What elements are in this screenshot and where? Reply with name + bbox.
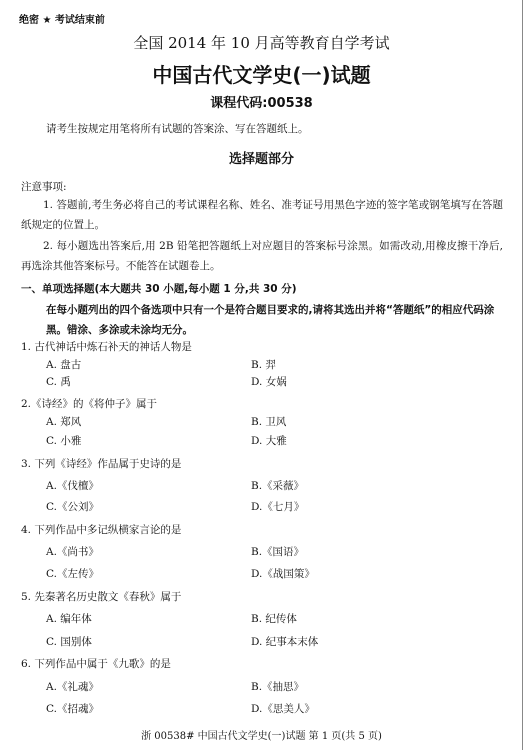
note-item-1: 1. 答题前,考生务必将自己的考试课程名称、姓名、准考证号用黑色字迹的签字笔或钢笔填写在答题纸规定的位置上。 bbox=[21, 199, 503, 231]
option-c: C. 国别体 bbox=[46, 636, 92, 648]
option-b: B.《采薇》 bbox=[251, 480, 305, 492]
option-d: D. 大雅 bbox=[251, 435, 287, 447]
option-a: A.《尚书》 bbox=[46, 546, 99, 558]
question-stem: 3. 下列《诗经》作品属于史诗的是 bbox=[21, 458, 182, 470]
note-item-2: 2. 每小题选出答案后,用 2B 铅笔把答题纸上对应题目的答案标号涂黑。如需改动,用橡皮擦干净后,再选涂其他答案标号。不能答在试题卷上。 bbox=[21, 240, 503, 272]
option-c: C. 小雅 bbox=[46, 435, 82, 447]
option-d: D.《七月》 bbox=[251, 501, 305, 513]
option-a: A. 郑风 bbox=[46, 416, 82, 428]
option-c: C.《左传》 bbox=[46, 568, 99, 580]
option-d: D. 纪事本末体 bbox=[251, 636, 319, 648]
option-d: D. 女娲 bbox=[251, 376, 287, 388]
page-footer: 浙 00538# 中国古代文学史(一)试题 第 1 页(共 5 页) bbox=[141, 731, 382, 742]
part-title: 选择题部分 bbox=[228, 152, 294, 167]
option-a: A. 编年体 bbox=[46, 613, 92, 625]
question-stem: 2.《诗经》的《将仲子》属于 bbox=[21, 398, 158, 410]
option-b: B. 纪传体 bbox=[251, 613, 297, 625]
exam-title: 全国 2014 年 10 月高等教育自学考试 bbox=[133, 34, 390, 52]
section-description: 在每小题列出的四个备选项中只有一个是符合题目要求的,请将其选出并将“答题纸”的相应代码涂黑。错涂、多涂或未涂均无分。 bbox=[46, 304, 495, 336]
option-a: A.《伐檀》 bbox=[46, 480, 99, 492]
question-stem: 6. 下列作品中属于《九歌》的是 bbox=[21, 658, 171, 670]
option-b: B. 羿 bbox=[251, 359, 276, 371]
option-b: B.《国语》 bbox=[251, 546, 305, 558]
question-stem: 1. 古代神话中炼石补天的神话人物是 bbox=[21, 341, 192, 353]
option-c: C.《招魂》 bbox=[46, 703, 99, 715]
section-title: 一、单项选择题(本大题共 30 小题,每小题 1 分,共 30 分) bbox=[21, 283, 297, 295]
notes-heading: 注意事项: bbox=[21, 181, 67, 193]
option-a: A.《礼魂》 bbox=[46, 681, 99, 693]
general-instruction: 请考生按规定用笔将所有试题的答案涂、写在答题纸上。 bbox=[46, 123, 309, 135]
option-c: C. 禹 bbox=[46, 376, 71, 388]
course-code: 课程代码:00538 bbox=[210, 96, 313, 111]
question-stem: 5. 先秦著名历史散文《春秋》属于 bbox=[21, 591, 182, 603]
option-d: D.《思美人》 bbox=[251, 703, 315, 715]
paper-title: 中国古代文学史(一)试题 bbox=[152, 63, 371, 87]
option-a: A. 盘古 bbox=[46, 359, 82, 371]
option-b: B.《抽思》 bbox=[251, 681, 305, 693]
confidential-label: 绝密 ★ 考试结束前 bbox=[19, 15, 105, 26]
option-c: C.《公刘》 bbox=[46, 501, 99, 513]
question-stem: 4. 下列作品中多记纵横家言论的是 bbox=[21, 524, 182, 536]
option-d: D.《战国策》 bbox=[251, 568, 315, 580]
option-b: B. 卫风 bbox=[251, 416, 287, 428]
